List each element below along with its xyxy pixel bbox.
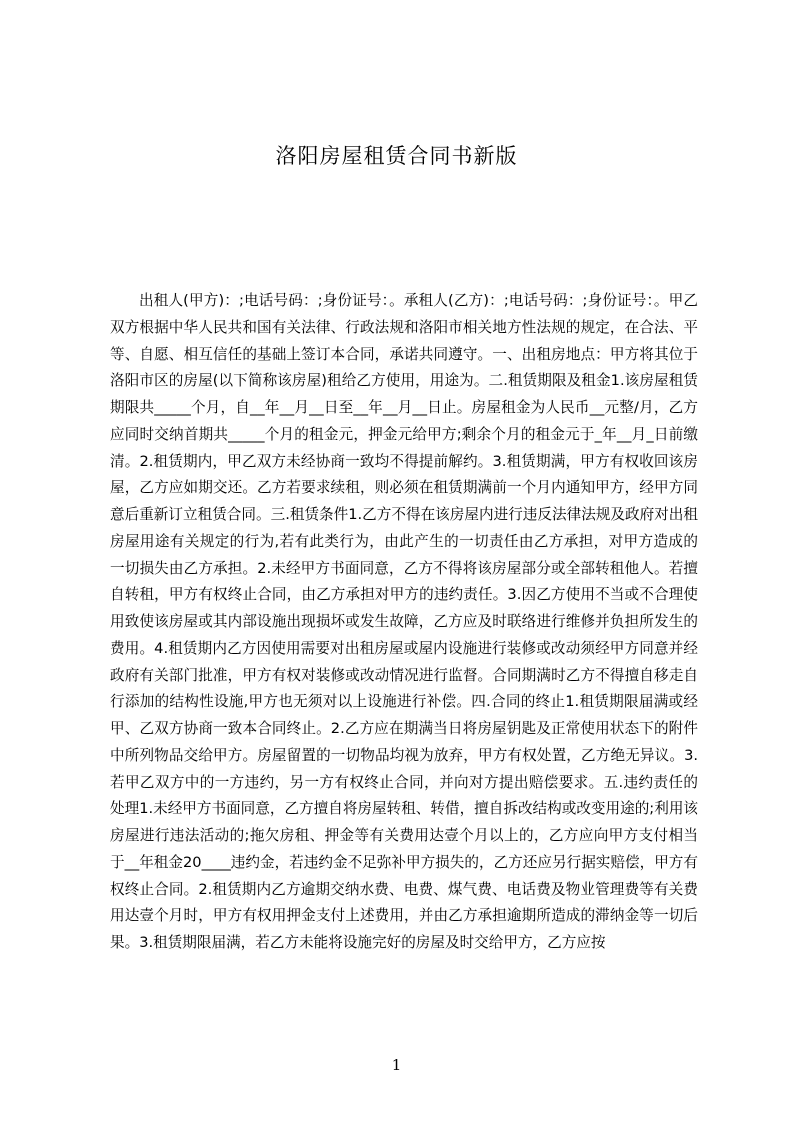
page-number: 1 — [391, 1056, 402, 1074]
contract-body-paragraph: 出租人(甲方)：;电话号码：;身份证号：。承租人(乙方)：;电话号码：;身份证号：。甲乙双方根据中华人民共和国有关法律、行政法规和洛阳市相关地方性法规的规定，在合法、平等、自愿、相互信任的基础上签订本合同，承诺共同遵守。一、出租房地点：甲方将其位于洛阳市区的房屋(以下简称该房屋)租给乙方使用，用途为。二.租赁期限及租金1.该房屋租赁期限共_____个月，自__年__月__日至__年__月__日止。房屋租金为人民币__元整/月，乙方应同时交纳首期共_____个月的租金元，押金元给甲方;剩余个月的租金元于_年__月_日前缴清。2.租赁期内，甲乙双方未经协商一致均不得提前解约。3.租赁期满，甲方有权收回该房屋，乙方应如期交还。乙方若要求续租，则必须在租赁期满前一个月内通知甲方，经甲方同意后重新订立租赁合同。三.租赁条件1.乙方不得在该房屋内进行违反法律法规及政府对出租房屋用途有关规定的行为,若有此类行为，由此产生的一切责任由乙方承担，对甲方造成的一切损失由乙方承担。2.未经甲方书面同意，乙方不得将该房屋部分或全部转租他人。若擅自转租，甲方有权终止合同，由乙方承担对甲方的违约责任。3.因乙方使用不当或不合理使用致使该房屋或其内部设施出现损坏或发生故障，乙方应及时联络进行维修并负担所发生的费用。4.租赁期内乙方因使用需要对出租房屋或屋内设施进行装修或改动须经甲方同意并经政府有关部门批准，甲方有权对装修或改动情况进行监督。合同期满时乙方不得擅自移走自行添加的结构性设施,甲方也无须对以上设施进行补偿。四.合同的终止1.租赁期限届满或经甲、乙双方协商一致本合同终止。2.乙方应在期满当日将房屋钥匙及正常使用状态下的附件中所列物品交给甲方。房屋留置的一切物品均视为放弃，甲方有权处置，乙方绝无异议。3.若甲乙双方中的一方违约，另一方有权终止合同，并向对方提出赔偿要求。五.违约责任的处理1.未经甲方书面同意，乙方擅自将房屋转租、转借，擅自拆改结构或改变用途的;利用该房屋进行违法活动的;拖欠房租、押金等有关费用达壹个月以上的，乙方应向甲方支付相当于__年租金20____违约金，若违约金不足弥补甲方损失的，乙方还应另行据实赔偿，甲方有权终止合同。2.租赁期内乙方逾期交纳水费、电费、煤气费、电话费及物业管理费等有关费用达壹个月时，甲方有权用押金支付上述费用，并由乙方承担逾期所造成的滞纳金等一切后果。3.租赁期限届满，若乙方未能将设施完好的房屋及时交给甲方，乙方应按 — [110, 292, 699, 951]
page-title: 洛阳房屋租赁合同书新版 — [275, 144, 518, 168]
